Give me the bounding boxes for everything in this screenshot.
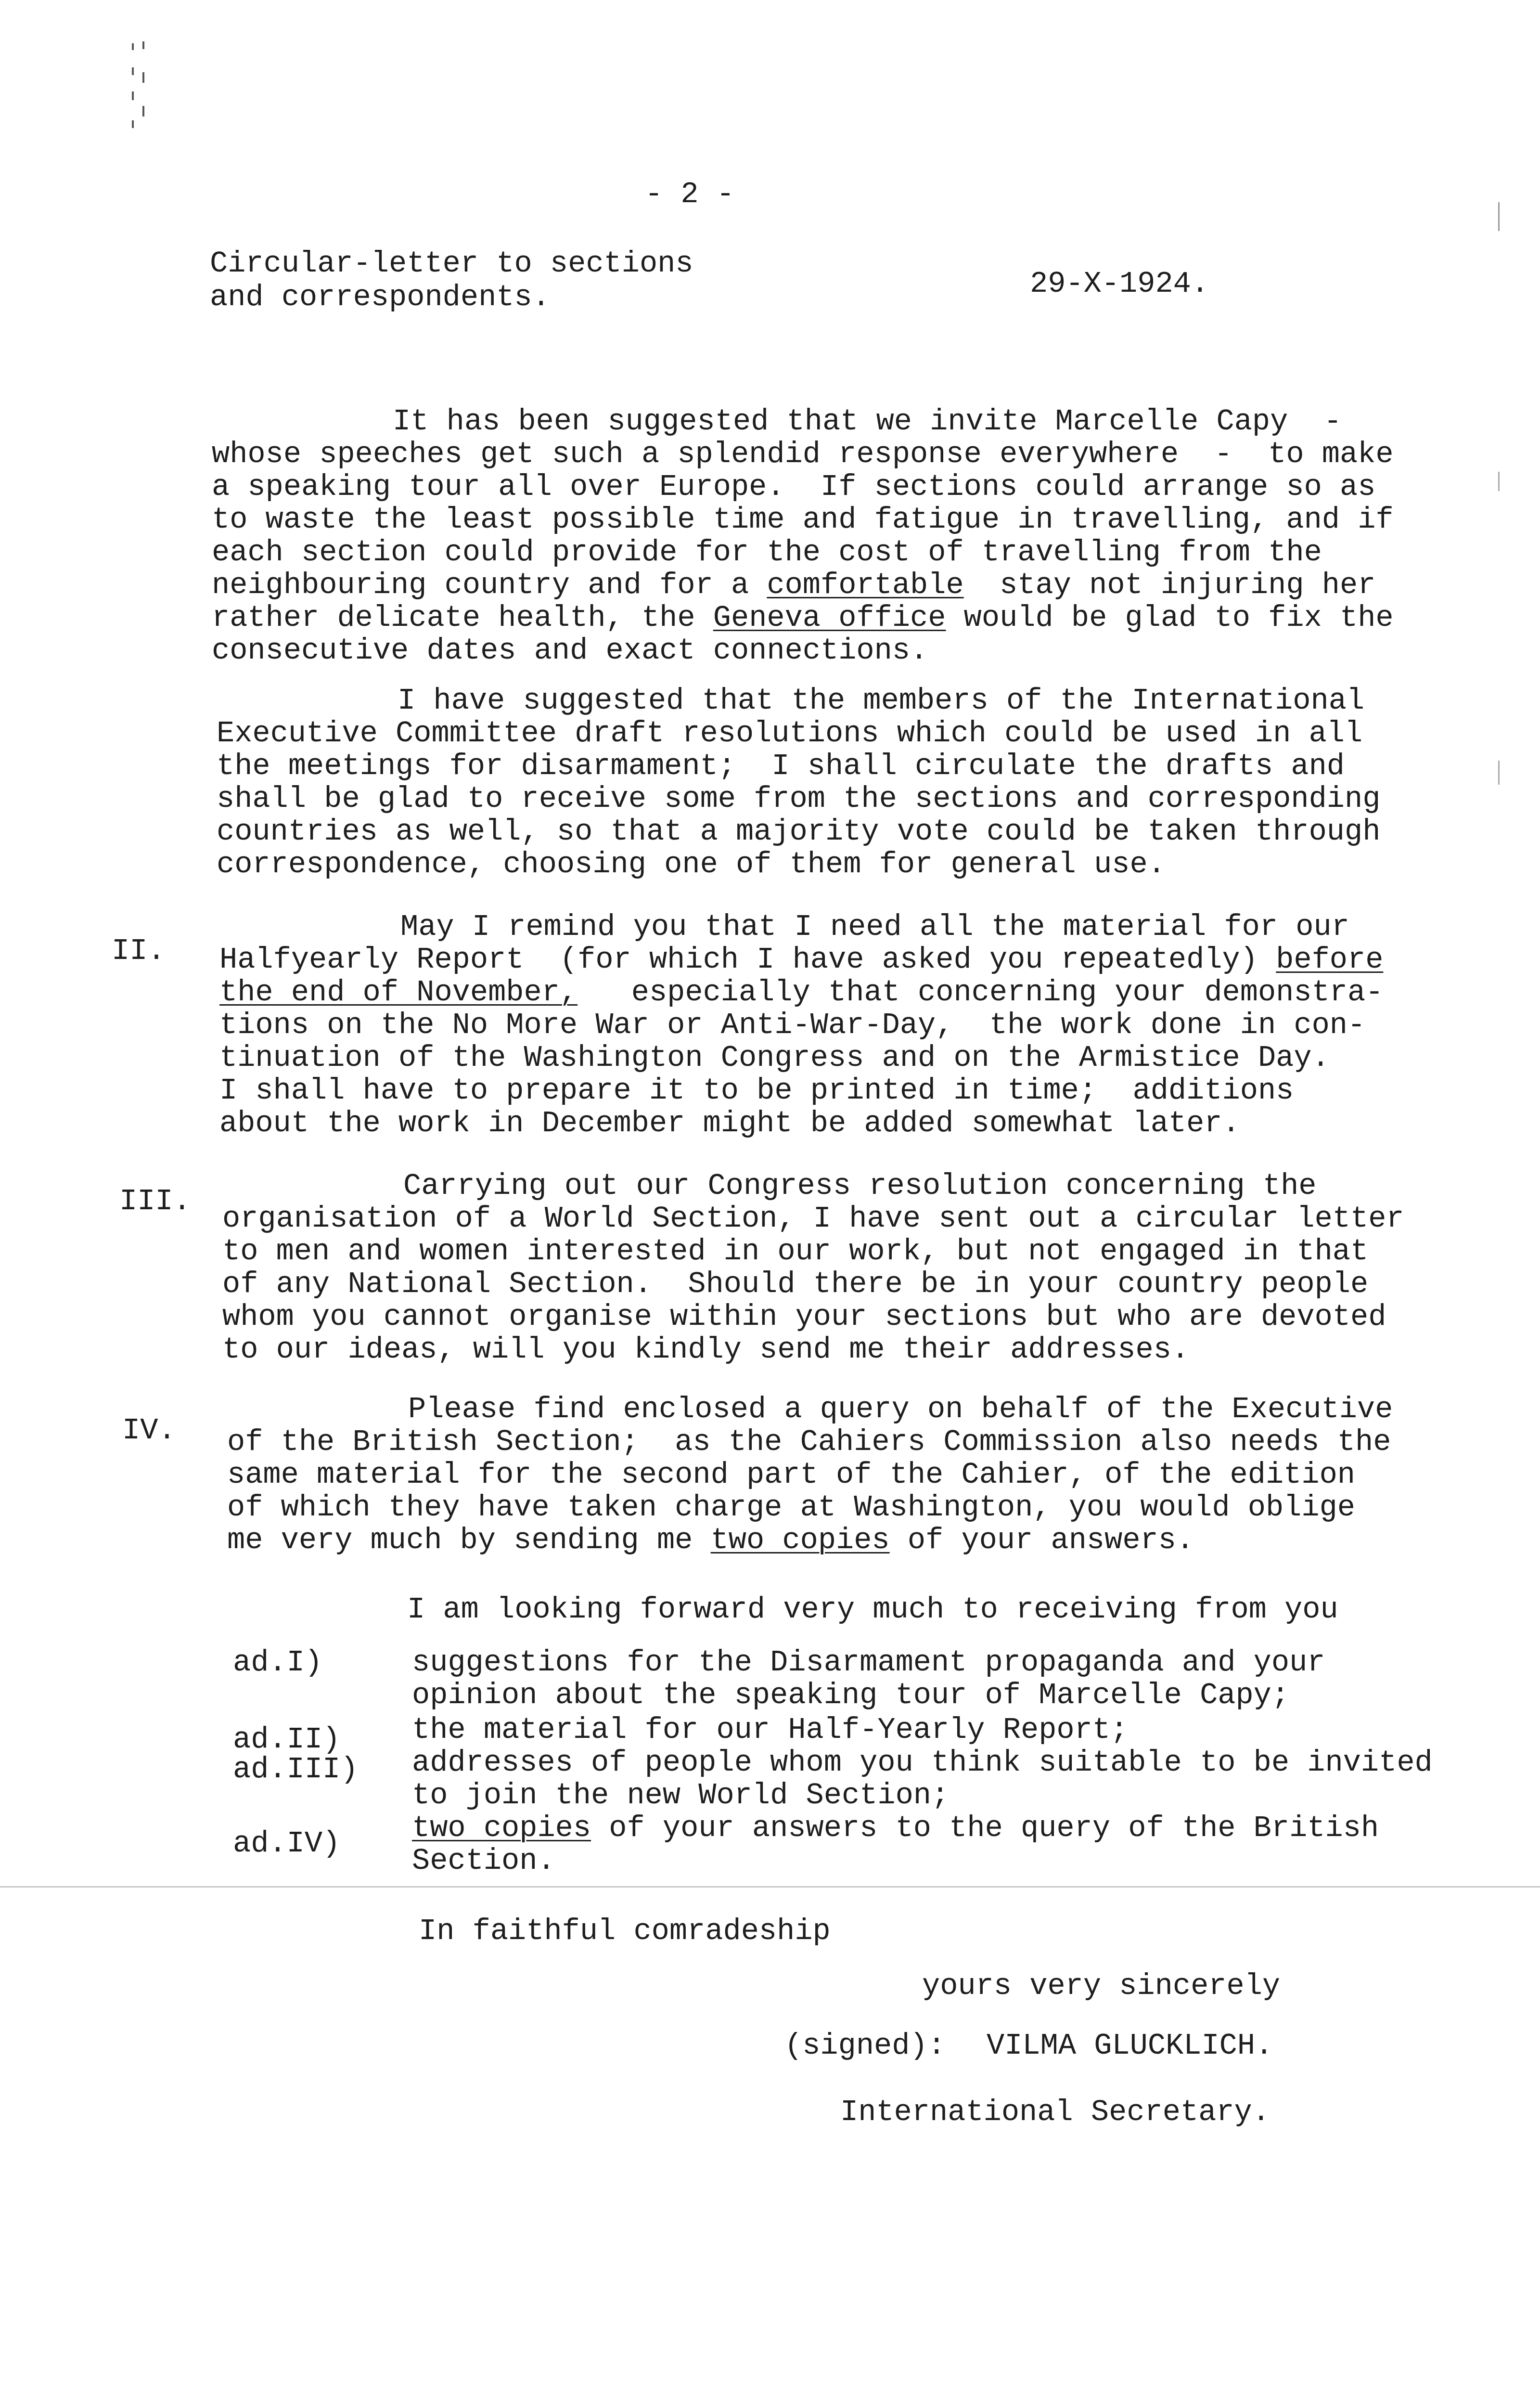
section-number-3: III. (119, 1184, 191, 1218)
text-line: It has been suggested that we invite Marcelle Capy - (393, 404, 1342, 439)
list-item-line: Section. (412, 1844, 555, 1878)
list-label: ad.I) (233, 1645, 323, 1680)
subject-line-1: Circular-letter to sections (210, 246, 693, 281)
text-line: Executive Committee draft resolutions which could be used in all (217, 716, 1363, 751)
text-line: tions on the No More War or Anti-War-Day, the work done in con- (219, 1008, 1366, 1042)
text-line: I shall have to prepare it to be printed in time; additions (219, 1074, 1294, 1108)
text-line: of any National Section. Should there be in your country people (222, 1267, 1369, 1301)
text-line: to waste the least possible time and fatigue in travelling, and if (212, 503, 1394, 537)
signer-title: International Secretary. (840, 2095, 1270, 2129)
list-label: ad.IV) (233, 1826, 341, 1861)
salutation: In faithful comradeship (419, 1914, 831, 1948)
list-item-line: opinion about the speaking tour of Marcelle Capy; (412, 1678, 1290, 1712)
text-line: whom you cannot organise within your sections but who are devoted (222, 1300, 1386, 1334)
text-line: of the British Section; as the Cahiers Commission also needs the (227, 1425, 1391, 1459)
list-label: ad.II) (233, 1722, 341, 1757)
page-number: - 2 - (645, 177, 735, 211)
text-line: same material for the second part of the Cahier, of the edition (227, 1458, 1355, 1492)
text-line: each section could provide for the cost of travelling from the (212, 535, 1322, 569)
scan-fold-line (0, 1886, 1540, 1888)
list-item (412, 1646, 1325, 1712)
text-line: tinuation of the Washington Congress and on the Armistice Day. (219, 1041, 1330, 1075)
text-line: countries as well, so that a majority vote could be taken through (217, 815, 1381, 849)
text-line: to men and women interested in our work, but not engaged in that (222, 1234, 1369, 1268)
list-item-line: the material for our Half-Yearly Report; (412, 1713, 1129, 1747)
section-number-2: II. (112, 934, 166, 968)
list-item-line: to join the new World Section; (412, 1778, 950, 1812)
paragraph-resolutions (217, 685, 1380, 881)
scan-margin-marks (130, 34, 149, 140)
section-number-4: IV. (122, 1413, 176, 1448)
text-line: the end of November, especially that concerning your demonstra- (219, 975, 1384, 1009)
list-item (412, 1747, 1433, 1812)
list-item (412, 1714, 1128, 1747)
text-line: May I remind you that I need all the material for our (400, 910, 1349, 944)
scan-edge-marks (1497, 183, 1502, 1435)
list-label: ad.III) (233, 1752, 359, 1786)
text-line: of which they have taken charge at Washington, you would oblige (227, 1490, 1355, 1525)
text-line: me very much by sending me two copies of your answers. (227, 1523, 1194, 1557)
paragraph-looking-forward: I am looking forward very much to receiving from you (407, 1592, 1338, 1627)
list-item-line: two copies of your answers to the query of the British (412, 1811, 1379, 1845)
text-line: neighbouring country and for a comfortable stay not injuring her (212, 568, 1376, 602)
text-line: Please find enclosed a query on behalf of the Executive (408, 1392, 1393, 1426)
text-line: a speaking tour all over Europe. If sections could arrange so as (212, 470, 1376, 504)
text-line: consecutive dates and exact connections. (212, 634, 928, 668)
list-item (412, 1812, 1379, 1877)
text-line: shall be glad to receive some from the sections and corresponding (217, 782, 1381, 816)
subject-line-2: and correspondents. (210, 280, 550, 314)
signed-label: (signed): (784, 2029, 946, 2063)
paragraph-halfyearly-report (219, 911, 1383, 1140)
text-line: organisation of a World Section, I have sent out a circular letter (222, 1202, 1404, 1236)
text-line: correspondence, choosing one of them for general use. (217, 847, 1166, 881)
text-line: Halfyearly Report (for which I have asked you repeatedly) before (219, 943, 1384, 977)
text-line: about the work in December might be added somewhat later. (219, 1106, 1240, 1140)
paragraph-speaking-tour (212, 405, 1394, 667)
valediction: yours very sincerely (922, 1969, 1281, 2003)
letter-date: 29-X-1924. (1030, 267, 1209, 301)
list-item-line: addresses of people whom you think suitable to be invited (412, 1746, 1433, 1780)
signer-name: VILMA GLUCKLICH. (987, 2029, 1273, 2063)
text-line: the meetings for disarmament; I shall circulate the drafts and (217, 749, 1345, 783)
list-item-line: suggestions for the Disarmament propaganda and your (412, 1645, 1325, 1680)
text-line: to our ideas, will you kindly send me their addresses. (222, 1333, 1190, 1367)
text-line: whose speeches get such a splendid response everywhere - to make (212, 437, 1394, 471)
paragraph-british-query (227, 1393, 1393, 1557)
text-line: rather delicate health, the Geneva office would be glad to fix the (212, 601, 1394, 635)
paragraph-world-section (222, 1170, 1404, 1366)
text-line: I have suggested that the members of the International (398, 684, 1365, 718)
text-line: Carrying out our Congress resolution concerning the (403, 1169, 1317, 1203)
